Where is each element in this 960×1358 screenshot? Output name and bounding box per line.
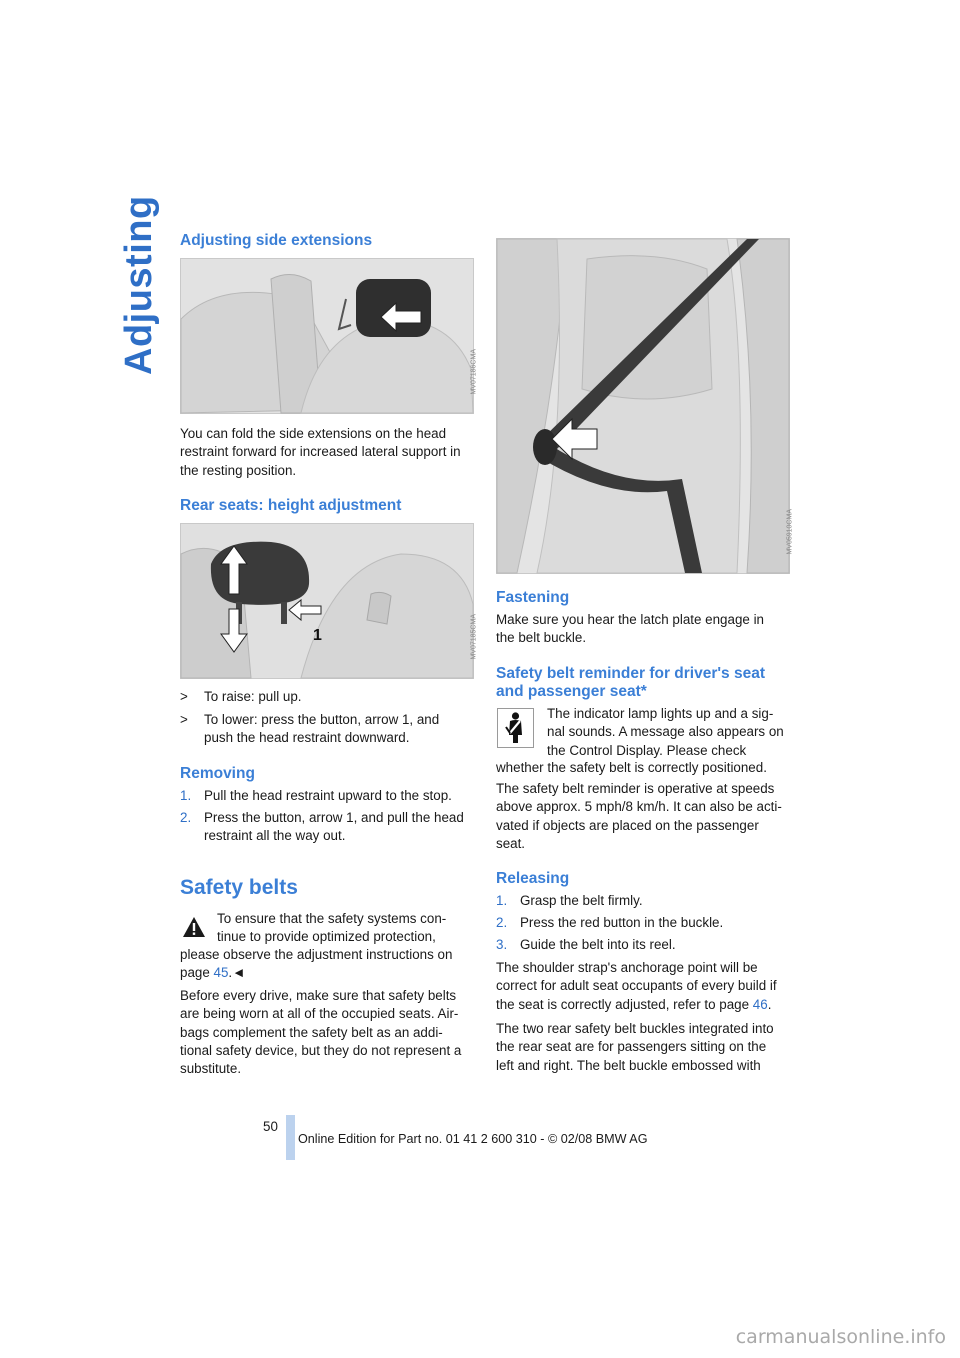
- text-line: To lower: press the button, arrow 1, and: [204, 712, 440, 727]
- text-line: the Control Display. Please check: [547, 742, 747, 758]
- text-fragment: .: [767, 996, 772, 1012]
- seatbelt-reminder-icon: [497, 708, 534, 748]
- step-number: 3.: [496, 937, 508, 952]
- warning-text: [217, 910, 487, 947]
- safety-belts-text: [180, 987, 485, 1078]
- text-line: nal sounds. A message also appears on: [547, 724, 784, 740]
- footer-accent-bar: [286, 1115, 295, 1160]
- text-line: The indicator lamp lights up and a sig-: [547, 706, 774, 721]
- text-fragment: the seat is correctly adjusted, refer to page: [496, 996, 753, 1012]
- belt-reminder-icon-text: [547, 705, 792, 760]
- list-item-text: To raise: pull up.: [204, 689, 302, 704]
- text-line: correct for adult seat occupants of every build if: [496, 978, 777, 994]
- heading-line: Safety belt reminder for driver's seat: [496, 665, 766, 682]
- text-line: restraint all the way out.: [204, 828, 346, 844]
- heading-adjusting-side-extensions: Adjusting side extensions: [180, 232, 373, 249]
- text-line: above approx. 5 mph/8 km/h. It can also be acti-: [496, 799, 782, 815]
- belt-reminder-text-b: [496, 780, 801, 853]
- list-item: [180, 787, 480, 805]
- text-line: vated if objects are placed on the passenger: [496, 817, 759, 833]
- heading-releasing: Releasing: [496, 870, 570, 887]
- footer-edition: Online Edition for Part no. 01 41 2 600 310 - © 02/08 BMW AG: [298, 1132, 648, 1146]
- text-line: left and right. The belt buckle embossed with: [496, 1057, 761, 1073]
- section-side-title: Adjusting: [118, 195, 160, 375]
- list-item-text: Grasp the belt firmly.: [520, 893, 643, 908]
- list-item-text: [204, 809, 464, 846]
- list-item: [496, 914, 796, 932]
- page-link-45[interactable]: 45: [213, 965, 229, 981]
- figure-code: MV05910CMA: [787, 509, 794, 555]
- heading-removing: Removing: [180, 765, 255, 782]
- arrow-label-1: 1: [313, 627, 322, 644]
- list-item-text: Guide the belt into its reel.: [520, 937, 676, 952]
- warning-icon: [182, 914, 206, 940]
- bullet-marker: >: [180, 689, 188, 704]
- list-item-text: Pull the head restraint upward to the stop.: [204, 788, 452, 803]
- list-item: [496, 936, 796, 954]
- text-line: substitute.: [180, 1061, 242, 1077]
- page-number: 50: [263, 1119, 278, 1134]
- fastening-text: [496, 611, 796, 648]
- text-line: The two rear safety belt buckles integrated into: [496, 1021, 774, 1036]
- list-item: [180, 711, 480, 748]
- step-number: 1.: [180, 788, 192, 803]
- text-line: Before every drive, make sure that safety belts: [180, 988, 457, 1003]
- text-line: the resting position.: [180, 462, 297, 478]
- list-item: [496, 892, 796, 910]
- heading-belt-reminder: [496, 665, 765, 701]
- side-extensions-text: [180, 425, 480, 480]
- text-line: are being worn at all of the occupied seats. Air-: [180, 1006, 459, 1022]
- step-number: 2.: [496, 915, 508, 930]
- anchorage-text: [496, 959, 801, 1014]
- text-line: push the head restraint downward.: [204, 730, 410, 746]
- belt-reminder-text-a: whether the safety belt is correctly positioned.: [496, 760, 767, 775]
- text-line: seat.: [496, 835, 526, 851]
- text-line: tional safety device, but they do not represent a: [180, 1042, 462, 1058]
- heading-safety-belts: Safety belts: [180, 876, 298, 899]
- list-item-text: Press the red button in the buckle.: [520, 915, 724, 930]
- text-line: Press the button, arrow 1, and pull the head: [204, 810, 464, 825]
- text-line: the rear seat are for passengers sitting on the: [496, 1039, 767, 1055]
- text-line: please observe the adjustment instructions on: [180, 947, 453, 962]
- text-line: The shoulder strap's anchorage point will be: [496, 960, 758, 975]
- figure-side-extensions: [180, 258, 478, 414]
- text-line: You can fold the side extensions on the head: [180, 426, 447, 441]
- rear-buckles-text: [496, 1020, 801, 1075]
- heading-fastening: Fastening: [496, 589, 570, 606]
- text-line: bags complement the safety belt as an addi-: [180, 1024, 443, 1040]
- figure-code: MV07186CMA: [471, 349, 478, 395]
- text-line: Make sure you hear the latch plate engage in: [496, 612, 764, 627]
- text-line: tinue to provide optimized protection,: [217, 929, 436, 945]
- warning-text-cont: [180, 946, 485, 983]
- step-number: 2.: [180, 810, 192, 825]
- text-line: restraint forward for increased lateral support in: [180, 444, 461, 460]
- text-line: the belt buckle.: [496, 630, 587, 646]
- bullet-marker: >: [180, 712, 188, 727]
- page-link-46[interactable]: 46: [752, 996, 768, 1012]
- heading-rear-seats-height: Rear seats: height adjustment: [180, 497, 402, 514]
- text-line: To ensure that the safety systems con-: [217, 911, 447, 926]
- end-mark: .◄: [228, 965, 246, 981]
- heading-line: and passenger seat*: [496, 683, 647, 700]
- figure-code: MV07185CMA: [471, 614, 478, 660]
- text-line: The safety belt reminder is operative at speeds: [496, 781, 775, 796]
- list-item-text: [204, 711, 439, 748]
- text-fragment: page: [180, 965, 214, 981]
- list-item: [180, 809, 480, 846]
- figure-safety-belt: [496, 238, 794, 574]
- figure-rear-head-restraint: [180, 523, 478, 679]
- step-number: 1.: [496, 893, 508, 908]
- watermark: carmanualsonline.info: [735, 1326, 946, 1348]
- list-item: [180, 688, 480, 706]
